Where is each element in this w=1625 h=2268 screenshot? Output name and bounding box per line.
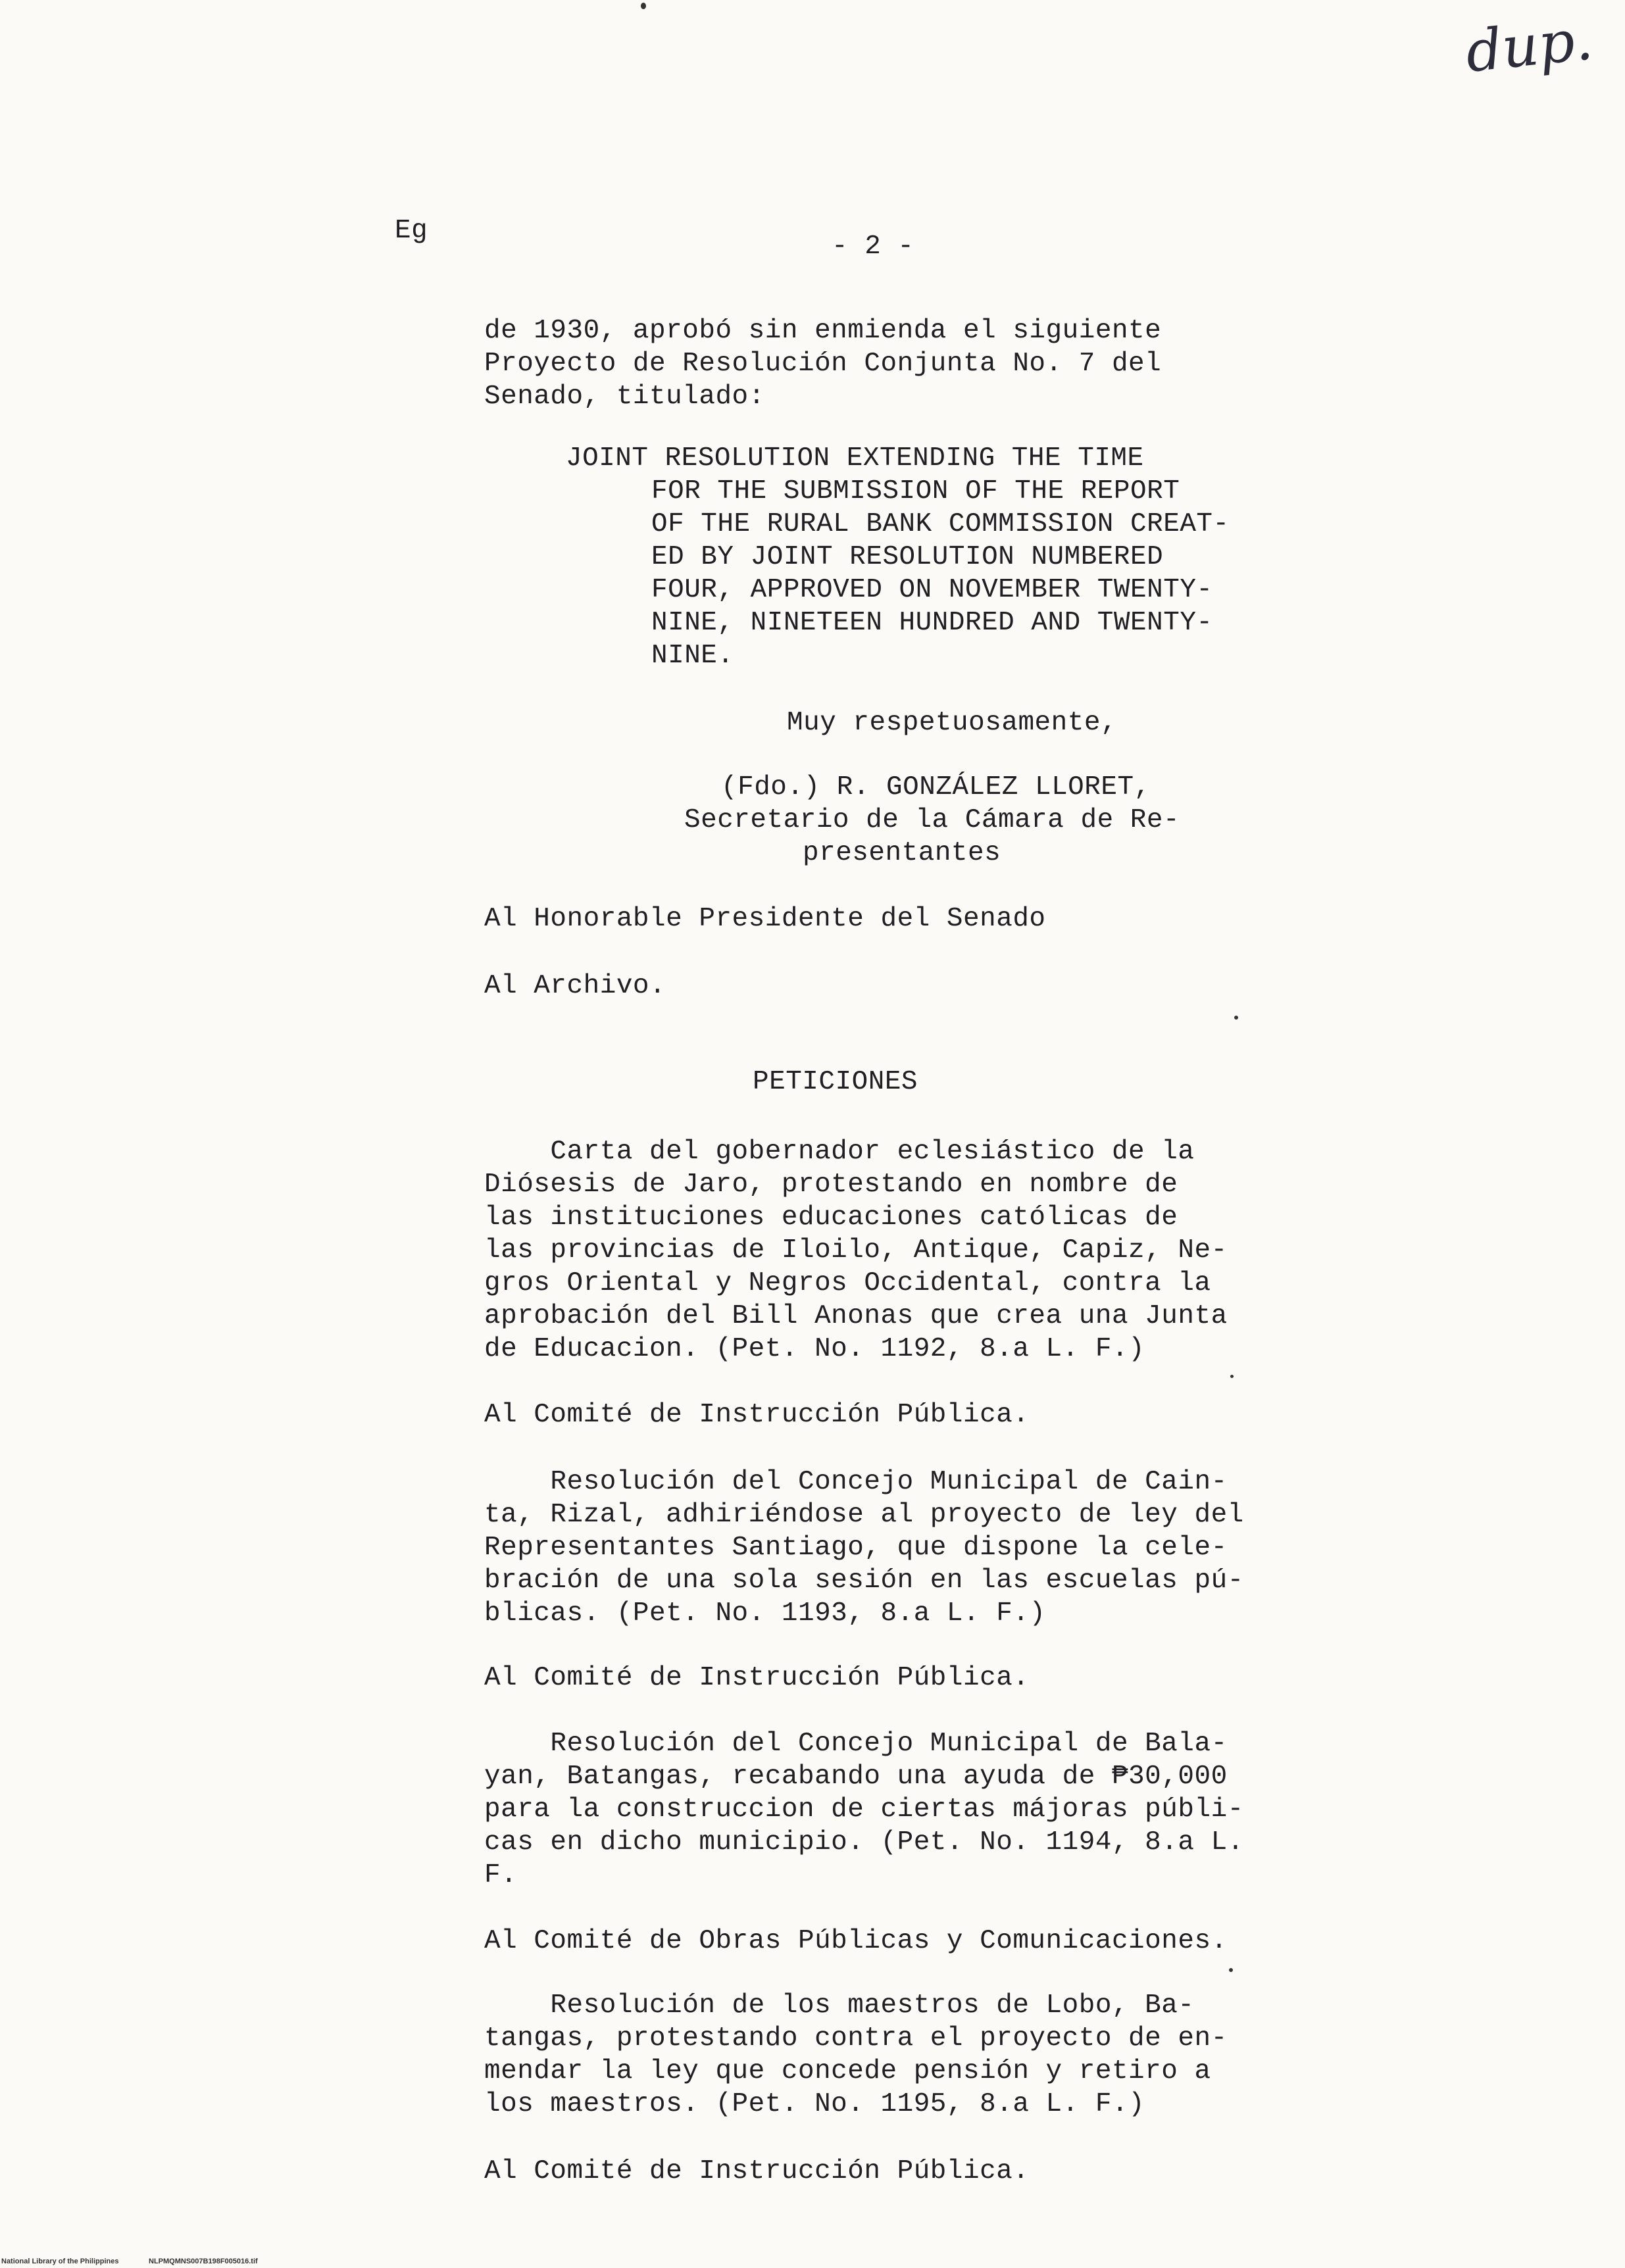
- petition-line: de Educacion. (Pet. No. 1192, 8.a L. F.): [484, 1334, 1145, 1364]
- closing-salutation: Muy respetuosamente,: [787, 708, 1118, 738]
- footer-institution: National Library of the Philippines: [1, 2257, 119, 2265]
- intro-line: de 1930, aprobó sin enmienda el siguiente: [484, 316, 1162, 346]
- intro-paragraph: [484, 314, 1274, 413]
- handwritten-margin-note: dup.: [1462, 7, 1596, 86]
- petition-referral: Al Comité de Instrucción Pública.: [484, 1663, 1030, 1693]
- signature-title-cont: presentantes: [803, 838, 1001, 868]
- petition-paragraph: [484, 1989, 1274, 2121]
- page-number: - 2 -: [832, 232, 914, 262]
- scan-speck: [641, 3, 646, 9]
- petition-line: Resolución del Concejo Municipal de Cain-: [484, 1467, 1228, 1497]
- petition-referral: Al Comité de Instrucción Pública.: [484, 1400, 1030, 1430]
- petition-referral: Al Comité de Obras Públicas y Comunicaciones.: [484, 1926, 1228, 1956]
- typist-initials: Eg: [395, 216, 428, 246]
- referral-archive: Al Archivo.: [484, 971, 666, 1001]
- petition-line: bración de una sola sesión en las escuelas pú-: [484, 1565, 1244, 1596]
- signature-title: Secretario de la Cámara de Re-: [684, 805, 1180, 835]
- resolution-title-line: NINE, NINETEEN HUNDRED AND TWENTY-: [651, 608, 1213, 638]
- resolution-title-line: FOUR, APPROVED ON NOVEMBER TWENTY-: [651, 575, 1213, 605]
- petition-line: tangas, protestando contra el proyecto de en-: [484, 2023, 1228, 2054]
- signature-name: (Fdo.) R. GONZÁLEZ LLORET,: [721, 772, 1151, 802]
- resolution-title-line: NINE.: [651, 641, 734, 671]
- petition-paragraph: [484, 1135, 1274, 1366]
- petition-line: mendar la ley que concede pensión y retiro a: [484, 2056, 1211, 2086]
- petition-line: Carta del gobernador eclesiástico de la: [484, 1137, 1195, 1167]
- petition-line: Representantes Santiago, que dispone la cele-: [484, 1533, 1228, 1563]
- scan-speck: [1229, 1968, 1233, 1972]
- petition-line: Resolución de los maestros de Lobo, Ba-: [484, 1990, 1195, 2021]
- resolution-title-line: FOR THE SUBMISSION OF THE REPORT: [651, 476, 1180, 506]
- footer-file-id: NLPMQMNS007B198F005016.tif: [149, 2257, 258, 2265]
- petition-line: los maestros. (Pet. No. 1195, 8.a L. F.): [484, 2089, 1145, 2119]
- intro-line: Proyecto de Resolución Conjunta No. 7 del: [484, 349, 1162, 379]
- scan-speck: [1234, 1016, 1238, 1020]
- petition-line: las provincias de Iloilo, Antique, Capiz, Ne-: [484, 1235, 1228, 1266]
- intro-line: Senado, titulado:: [484, 382, 765, 412]
- resolution-title-line: ED BY JOINT RESOLUTION NUMBERED: [651, 542, 1164, 572]
- petition-line: Resolución del Concejo Municipal de Bala-: [484, 1729, 1228, 1759]
- petition-line: gros Oriental y Negros Occidental, contra la: [484, 1268, 1211, 1298]
- petition-paragraph: [484, 1466, 1274, 1630]
- petition-line: aprobación del Bill Anonas que crea una Junta: [484, 1301, 1228, 1331]
- petition-paragraph: [484, 1727, 1274, 1892]
- petition-line: F.: [484, 1860, 518, 1890]
- petition-line: cas en dicho municipio. (Pet. No. 1194, 8.a L.: [484, 1827, 1244, 1858]
- resolution-title-block: [651, 475, 1441, 672]
- petition-referral: Al Comité de Instrucción Pública.: [484, 2156, 1030, 2186]
- petition-line: Diósesis de Jaro, protestando en nombre de: [484, 1170, 1178, 1200]
- petition-line: yan, Batangas, recabando una ayuda de ₱30,000: [484, 1762, 1228, 1792]
- section-heading: PETICIONES: [753, 1067, 918, 1097]
- petition-line: para la construccion de ciertas májoras públi-: [484, 1794, 1244, 1825]
- petition-line: las instituciones educaciones católicas de: [484, 1202, 1178, 1233]
- resolution-title-first-line: JOINT RESOLUTION EXTENDING THE TIME: [566, 443, 1144, 474]
- petition-line: ta, Rizal, adhiriéndose al proyecto de ley del: [484, 1500, 1244, 1530]
- resolution-title-line: OF THE RURAL BANK COMMISSION CREAT-: [651, 509, 1230, 539]
- petition-line: blicas. (Pet. No. 1193, 8.a L. F.): [484, 1598, 1046, 1629]
- addressee: Al Honorable Presidente del Senado: [484, 904, 1046, 934]
- scan-speck: [1230, 1375, 1234, 1378]
